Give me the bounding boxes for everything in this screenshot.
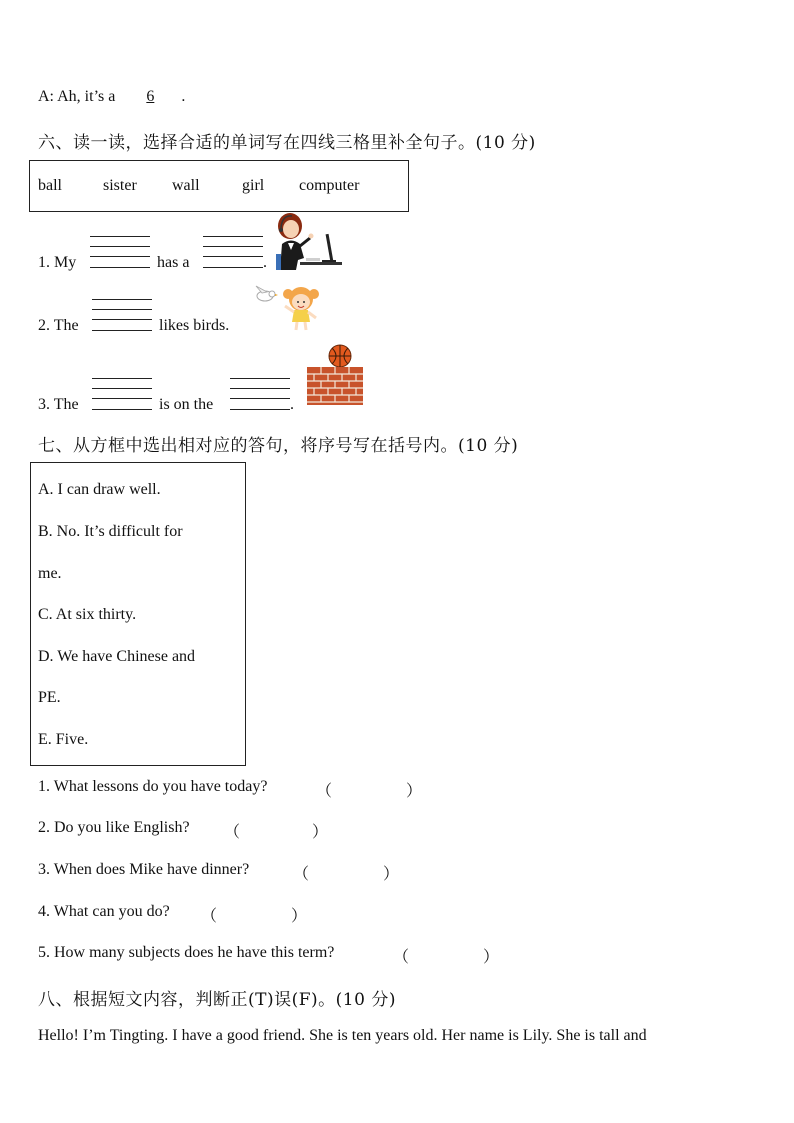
intro-suffix: . [181,88,186,105]
question-4-text: 4. What can you do? [38,903,170,920]
question-4-paren-close: ） [291,908,308,925]
item-1-end: . [263,254,267,271]
question-1-paren-close: ） [406,783,423,800]
option-b: B. No. It’s difficult for [38,523,183,540]
question-3-paren-close: ） [383,866,400,883]
option-d: D. We have Chinese and [38,648,196,665]
word-sister: sister [103,177,137,194]
intro-line [38,88,185,106]
intro-prefix: A: Ah, it’s a [38,88,116,105]
question-2 [38,819,190,837]
item-3-label: 3. The [38,396,79,413]
word-girl: girl [242,177,265,194]
question-5-paren-close: ） [483,949,500,966]
girl-with-bird-icon [252,282,324,332]
item-2-mid: likes birds. [159,317,230,334]
question-4-paren-open: （ [201,908,218,925]
four-line-grid-2[interactable] [92,299,152,331]
four-line-grid-3b[interactable] [230,378,290,410]
answer-options-box [30,462,246,766]
passage-text: Hello! I’m Tingting. I have a good friend. She is ten years old. Her name is Lily. She is tall and [38,1027,647,1044]
question-5 [38,944,334,962]
question-3-paren-open: （ [293,866,310,883]
word-ball: ball [38,177,62,194]
word-wall: wall [172,177,200,194]
section-8-title: 八、根据短文内容，判断正(T)误(F)。(10 分) [38,990,396,1010]
question-1 [38,778,267,796]
question-3-text: 3. When does Mike have dinner? [38,861,250,878]
item-1-mid: has a [157,254,190,271]
question-2-paren-close: ） [312,824,329,841]
option-c: C. At six thirty. [38,606,137,623]
four-line-grid-1b[interactable] [203,236,263,268]
word-computer: computer [299,177,360,194]
question-2-paren-open: （ [224,824,241,841]
option-a: A. I can draw well. [38,481,161,498]
question-1-text: 1. What lessons do you have today? [38,778,268,795]
question-3 [38,861,249,879]
answer-blank: 6 [146,88,155,105]
item-1-label: 1. My [38,254,77,271]
option-d-cont: PE. [38,689,61,706]
question-2-text: 2. Do you like English? [38,819,190,836]
question-5-paren-open: （ [393,949,410,966]
four-line-grid-3a[interactable] [92,378,152,410]
item-3-mid: is on the [159,396,214,413]
option-b-cont: me. [38,565,62,582]
question-4 [38,903,170,921]
woman-at-computer-icon [272,210,344,272]
option-e: E. Five. [38,731,89,748]
section-6-title: 六、读一读，选择合适的单词写在四线三格里补全句子。(10 分) [38,133,536,153]
word-bank-box [29,160,409,212]
item-2-label: 2. The [38,317,79,334]
ball-on-wall-icon [305,343,365,407]
question-1-paren-open: （ [316,783,333,800]
four-line-grid-1a[interactable] [90,236,150,268]
section-7-title: 七、从方框中选出相对应的答句，将序号写在括号内。(10 分) [38,436,519,456]
item-3-end: . [290,396,294,413]
question-5-text: 5. How many subjects does he have this term? [38,944,335,961]
